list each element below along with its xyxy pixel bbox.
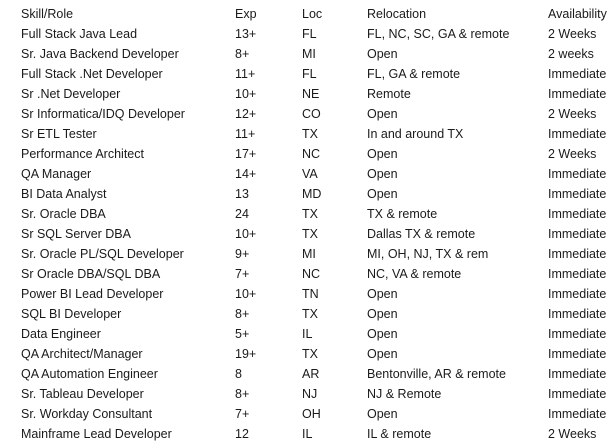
cell-relocation: Open [367,147,398,161]
cell-loc: TX [302,307,318,321]
cell-skill-role: Sr Informatica/IDQ Developer [21,107,185,121]
cell-relocation: Remote [367,87,411,101]
table-row [0,44,600,64]
cell-relocation: Open [367,187,398,201]
cell-relocation: FL, NC, SC, GA & remote [367,27,510,41]
cell-availability: Immediate [548,267,607,281]
cell-exp: 10+ [235,287,257,301]
cell-skill-role: Full Stack Java Lead [21,27,138,41]
cell-availability: Immediate [548,307,607,321]
cell-skill-role: SQL BI Developer [21,307,122,321]
cell-loc: NC [302,267,321,281]
cell-skill-role: QA Automation Engineer [21,367,158,381]
table-row [0,84,607,104]
cell-relocation: IL & remote [367,427,432,441]
cell-relocation: Open [367,47,398,61]
table-row [0,64,607,84]
cell-relocation: Open [367,327,398,341]
cell-availability: 2 Weeks [548,107,597,121]
cell-exp: 7+ [235,267,250,281]
cell-relocation: Open [367,307,398,321]
cell-loc: OH [302,407,321,421]
cell-exp: 12+ [235,107,257,121]
cell-skill-role: BI Data Analyst [21,187,107,201]
cell-availability: Immediate [548,167,607,181]
cell-skill-role: Full Stack .Net Developer [21,67,163,81]
table-row [0,244,607,264]
table-row [0,164,607,184]
cell-exp: 8+ [235,47,250,61]
cell-availability: Immediate [548,127,607,141]
cell-availability: Immediate [548,247,607,261]
cell-loc: FL [302,27,317,41]
cell-skill-role: Sr .Net Developer [21,87,121,101]
cell-skill-role: QA Manager [21,167,92,181]
cell-availability: Immediate [548,187,607,201]
table-row [0,184,607,204]
header-availability: Availability [548,7,607,21]
table-row [0,324,607,344]
cell-relocation: In and around TX [367,127,464,141]
cell-exp: 10+ [235,227,257,241]
table-row [0,384,607,404]
cell-loc: TX [302,347,318,361]
cell-availability: Immediate [548,407,607,421]
cell-loc: FL [302,67,317,81]
cell-relocation: NC, VA & remote [367,267,462,281]
table-row [0,404,607,424]
cell-skill-role: Sr. Workday Consultant [21,407,153,421]
cell-availability: 2 Weeks [548,147,597,161]
table-row [0,424,600,444]
cell-availability: 2 Weeks [548,27,597,41]
cell-loc: TX [302,227,318,241]
cell-loc: NE [302,87,320,101]
cell-availability: Immediate [548,347,607,361]
cell-exp: 8 [235,367,242,381]
cell-exp: 10+ [235,87,257,101]
table-row [0,364,607,384]
cell-availability: Immediate [548,387,607,401]
table-row [0,24,600,44]
cell-exp: 9+ [235,247,250,261]
table-row [0,144,600,164]
table-row [0,264,607,284]
cell-loc: NC [302,147,321,161]
cell-relocation: Open [367,107,398,121]
cell-loc: MI [302,47,316,61]
cell-skill-role: Sr. Java Backend Developer [21,47,179,61]
table-row [0,304,607,324]
cell-availability: Immediate [548,367,607,381]
cell-relocation: NJ & Remote [367,387,442,401]
cell-relocation: Open [367,407,398,421]
cell-loc: IL [302,327,313,341]
cell-relocation: TX & remote [367,207,438,221]
header-loc: Loc [302,7,323,21]
cell-exp: 8+ [235,387,250,401]
header-skill-role: Skill/Role [21,7,74,21]
cell-loc: AR [302,367,320,381]
cell-loc: CO [302,107,321,121]
cell-availability: Immediate [548,327,607,341]
cell-exp: 14+ [235,167,257,181]
cell-skill-role: Sr ETL Tester [21,127,97,141]
cell-loc: TX [302,207,318,221]
cell-relocation: MI, OH, NJ, TX & rem [367,247,489,261]
cell-skill-role: Sr. Tableau Developer [21,387,144,401]
cell-exp: 19+ [235,347,257,361]
cell-exp: 11+ [235,127,256,141]
cell-relocation: Dallas TX & remote [367,227,476,241]
cell-skill-role: QA Architect/Manager [21,347,143,361]
cell-exp: 7+ [235,407,250,421]
cell-availability: 2 weeks [548,47,594,61]
cell-relocation: Open [367,287,398,301]
cell-availability: Immediate [548,87,607,101]
cell-relocation: Open [367,167,398,181]
cell-loc: NJ [302,387,318,401]
candidate-table [0,4,607,444]
cell-relocation: FL, GA & remote [367,67,461,81]
cell-availability: Immediate [548,207,607,221]
table-row [0,124,607,144]
table-row [0,344,607,364]
cell-relocation: Open [367,347,398,361]
cell-skill-role: Sr. Oracle PL/SQL Developer [21,247,184,261]
header-row [0,4,607,24]
cell-exp: 24 [235,207,249,221]
cell-loc: TN [302,287,319,301]
cell-exp: 8+ [235,307,250,321]
cell-availability: Immediate [548,67,607,81]
cell-skill-role: Performance Architect [21,147,144,161]
cell-skill-role: Power BI Lead Developer [21,287,164,301]
header-exp: Exp [235,7,257,21]
table-row [0,104,600,124]
cell-exp: 17+ [235,147,257,161]
cell-skill-role: Mainframe Lead Developer [21,427,172,441]
cell-skill-role: Sr Oracle DBA/SQL DBA [21,267,161,281]
table-row [0,224,607,244]
cell-exp: 11+ [235,67,256,81]
cell-skill-role: Data Engineer [21,327,101,341]
cell-exp: 5+ [235,327,250,341]
cell-exp: 13+ [235,27,257,41]
cell-availability: Immediate [548,227,607,241]
cell-skill-role: Sr. Oracle DBA [21,207,106,221]
cell-loc: MD [302,187,322,201]
table-row [0,284,607,304]
cell-relocation: Bentonville, AR & remote [367,367,506,381]
cell-exp: 12 [235,427,249,441]
cell-skill-role: Sr SQL Server DBA [21,227,131,241]
header-relocation: Relocation [367,7,427,21]
table-body [0,24,607,444]
cell-loc: VA [302,167,318,181]
cell-loc: MI [302,247,316,261]
cell-availability: 2 Weeks [548,427,597,441]
cell-loc: IL [302,427,313,441]
cell-exp: 13 [235,187,249,201]
cell-loc: TX [302,127,318,141]
table-row [0,204,607,224]
cell-availability: Immediate [548,287,607,301]
